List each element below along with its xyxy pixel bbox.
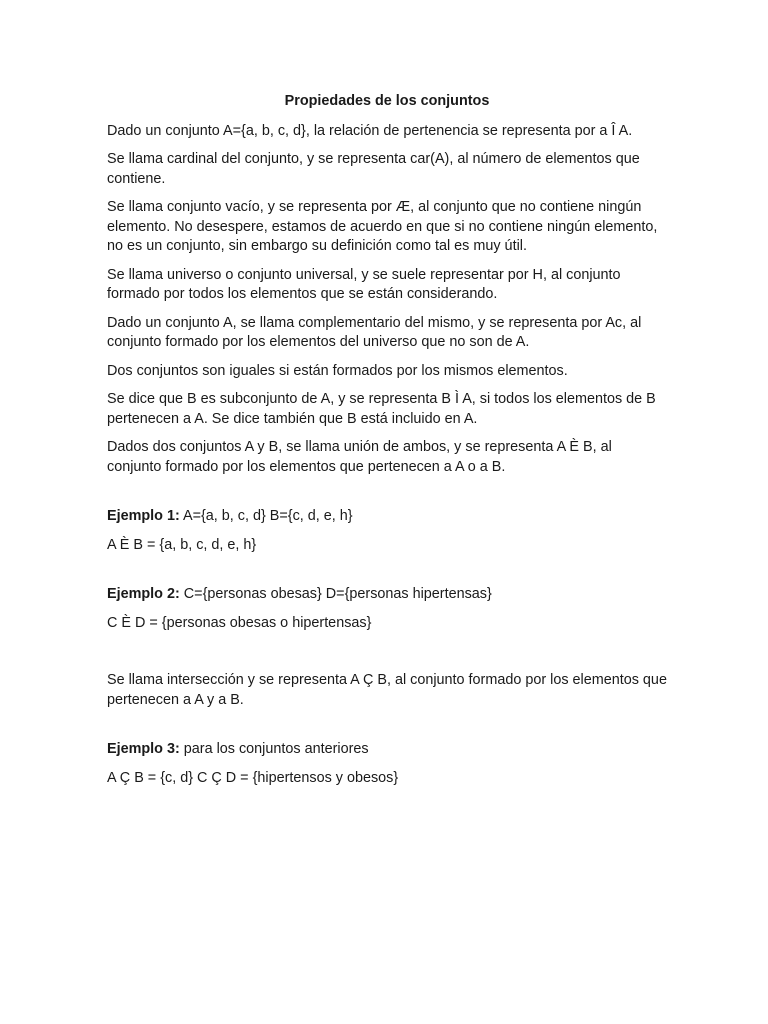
paragraph-subset: Se dice que B es subconjunto de A, y se representa B Ì A, si todos los elementos de B pertenecen a A. Se dice también que B está incluido en A. (107, 391, 656, 427)
example-2 (107, 585, 667, 605)
example-3 (107, 740, 667, 760)
example-3-label: Ejemplo 3: (107, 741, 180, 757)
paragraph-equality: Dos conjuntos son iguales si están formados por los mismos elementos. (107, 362, 568, 379)
example-1 (107, 507, 667, 527)
paragraph-membership: Dado un conjunto A={a, b, c, d}, la relación de pertenencia se representa por a Î A. (107, 122, 633, 139)
paragraph-empty-set: Se llama conjunto vacío, y se representa por Æ, al conjunto que no contiene ningún elemento. No desespere, estamos de acuerdo en que si no contiene ningún elemento, no es un conjunto, sin embargo su definición como tal es muy útil. (107, 199, 658, 254)
example-2-text: C={personas obesas} D={personas hipertensas} (179, 586, 492, 602)
paragraph-complement: Dado un conjunto A, se llama complementario del mismo, y se representa por Ac, al conjunto formado por los elementos del universo que no son de A. (107, 314, 642, 350)
example-3-text: para los conjuntos anteriores (179, 741, 369, 757)
example-3-result: A Ç B = {c, d} C Ç D = {hipertensos y obesos} (107, 769, 399, 786)
example-1-text: A={a, b, c, d} B={c, d, e, h} (179, 508, 353, 524)
example-1-result: A È B = {a, b, c, d, e, h} (107, 536, 257, 553)
paragraph-cardinal: Se llama cardinal del conjunto, y se representa car(A), al número de elementos que contiene. (107, 151, 640, 187)
document-title: Propiedades de los conjuntos (284, 93, 490, 109)
example-1-label: Ejemplo 1: (107, 508, 180, 524)
example-2-label: Ejemplo 2: (107, 586, 180, 602)
paragraph-universe: Se llama universo o conjunto universal, y se suele representar por H, al conjunto formado por todos los elementos que se están considerando. (107, 266, 621, 302)
paragraph-union: Dados dos conjuntos A y B, se llama unión de ambos, y se representa A È B, al conjunto formado por los elementos que pertenecen a A o a B. (107, 439, 612, 475)
paragraph-intersection: Se llama intersección y se representa A Ç B, al conjunto formado por los elementos que pertenecen a A y a B. (107, 672, 667, 708)
document-page (107, 92, 667, 797)
example-2-result: C È D = {personas obesas o hipertensas} (107, 614, 372, 631)
